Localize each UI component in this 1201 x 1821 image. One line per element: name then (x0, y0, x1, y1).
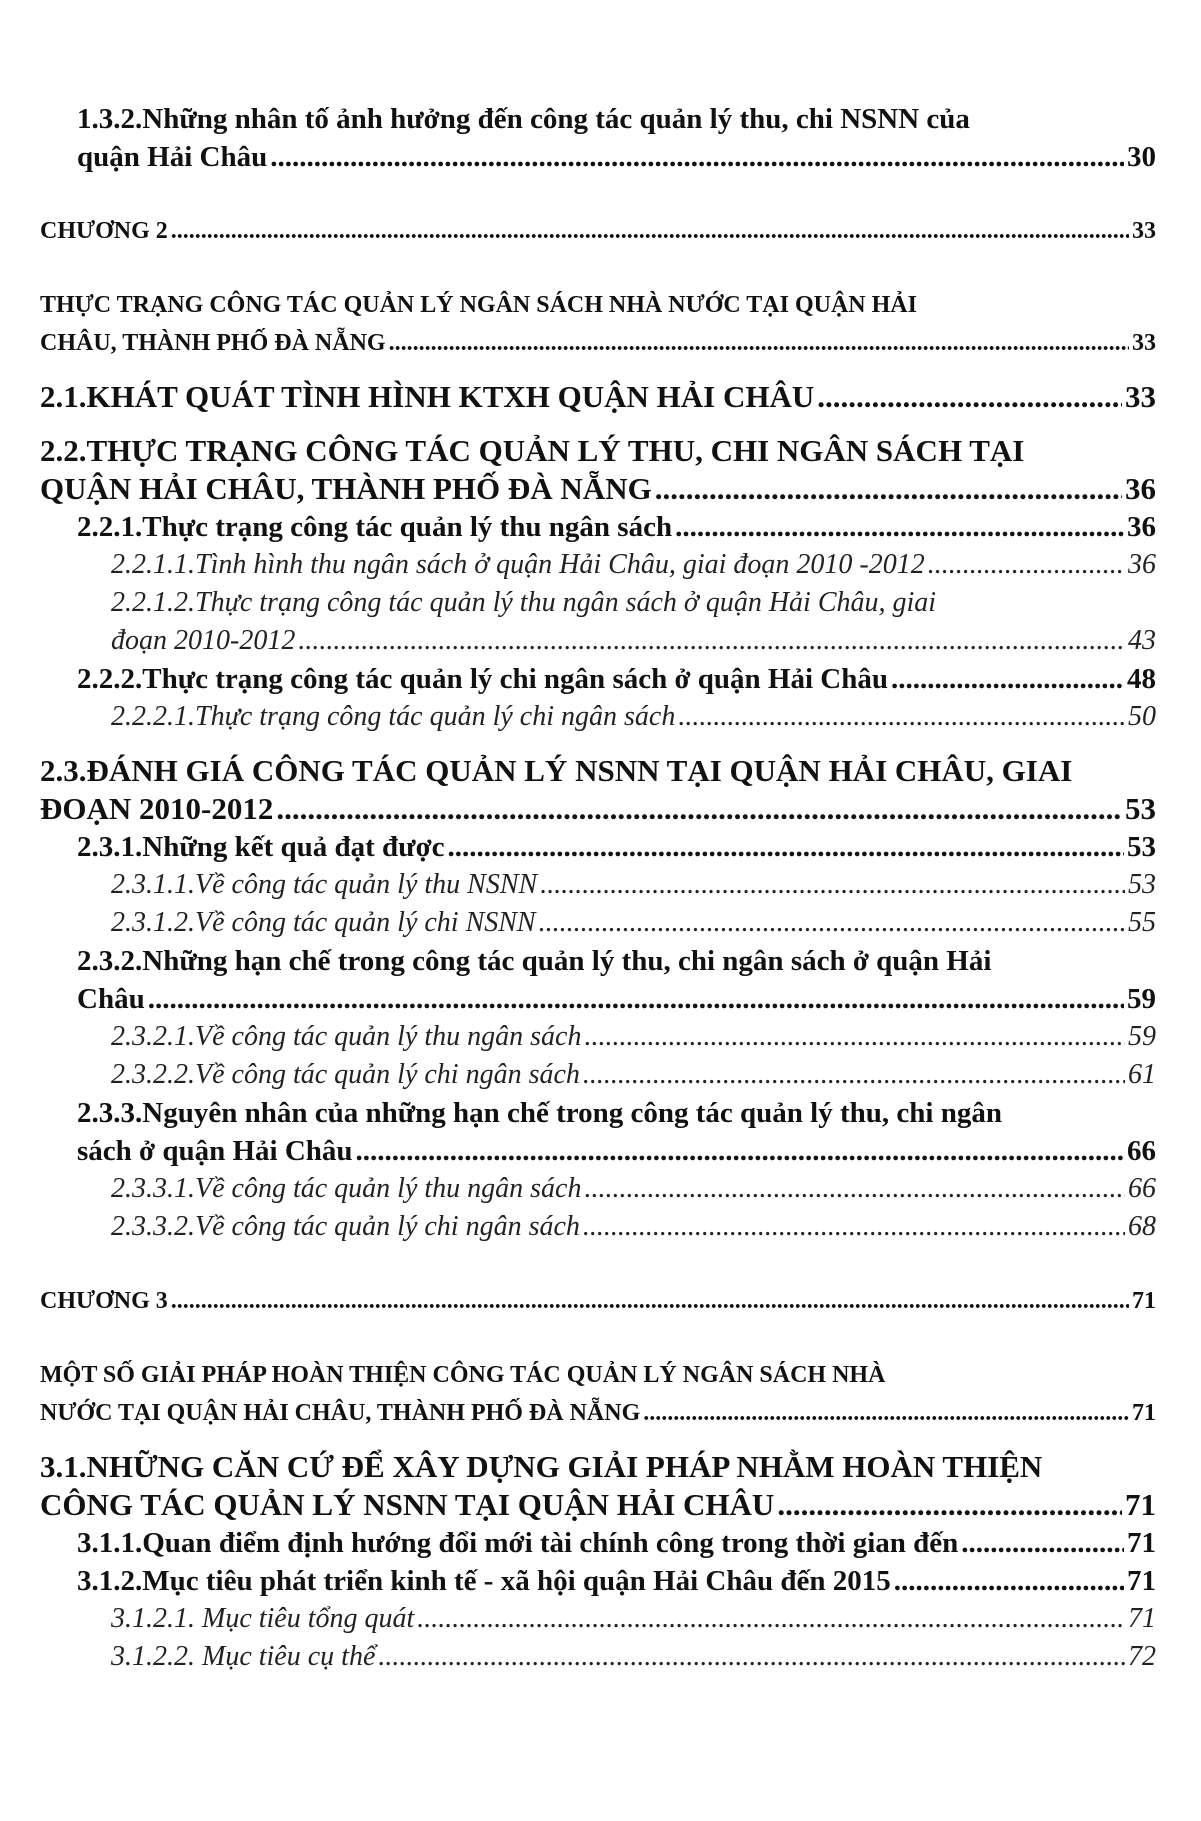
toc-entry (40, 1600, 1156, 1638)
toc-entry-title: CHƯƠNG 3 (40, 1288, 168, 1314)
toc-entry-line (77, 1524, 1156, 1562)
toc-entry (40, 904, 1156, 942)
toc-entry-title: CHÂU, THÀNH PHỐ ĐÀ NẴNG (40, 330, 386, 356)
toc-entry-title: 2.3.3.1.Về công tác quản lý thu ngân sách (111, 1173, 582, 1204)
toc-entry (40, 1356, 1156, 1432)
toc-entry-title: 2.2.2.Thực trạng công tác quản lý chi ngân sách ở quận Hải Châu (77, 663, 888, 695)
toc-entry-line (77, 100, 1156, 138)
dot-leader (961, 1524, 1124, 1562)
toc-entry (40, 1448, 1156, 1524)
toc-entry (40, 1056, 1156, 1094)
toc-page-number: 53 (1128, 869, 1156, 900)
toc-entry-line (111, 622, 1156, 660)
dot-leader (148, 980, 1124, 1018)
toc-entry-line (77, 138, 1156, 176)
toc-entry (40, 942, 1156, 1018)
dot-leader (678, 698, 1125, 736)
toc-entry-line (40, 212, 1156, 250)
toc-page-number: 43 (1128, 625, 1156, 656)
toc-entry-title: 3.1.2.1. Mục tiêu tổng quát (111, 1603, 415, 1634)
toc-page-number: 72 (1128, 1641, 1156, 1672)
toc-entry (40, 1524, 1156, 1562)
toc-page-number: 59 (1128, 1021, 1156, 1052)
toc-entry-line (111, 698, 1156, 736)
toc-page-number: 71 (1128, 1603, 1156, 1634)
toc-entry-line (40, 1356, 1156, 1394)
toc-entry-line (77, 660, 1156, 698)
toc-entry (40, 1170, 1156, 1208)
toc-entry (40, 1094, 1156, 1170)
toc-page-number: 66 (1127, 1135, 1156, 1167)
dot-leader (584, 1018, 1125, 1056)
toc-entry-line (111, 584, 1156, 622)
toc-page-number: 61 (1128, 1059, 1156, 1090)
table-of-contents (40, 100, 1156, 1676)
toc-entry-line (77, 980, 1156, 1018)
toc-entry (40, 286, 1156, 362)
toc-entry-line (40, 470, 1156, 508)
toc-page-number: 71 (1125, 1487, 1156, 1522)
toc-entry-line (111, 546, 1156, 584)
dot-leader (539, 904, 1125, 942)
dot-leader (675, 508, 1124, 546)
toc-page-number: 33 (1132, 330, 1156, 356)
dot-leader (270, 138, 1124, 176)
toc-entry (40, 698, 1156, 736)
dot-leader (928, 546, 1125, 584)
toc-page-number: 30 (1127, 141, 1156, 173)
toc-entry-title: CÔNG TÁC QUẢN LÝ NSNN TẠI QUẬN HẢI CHÂU (40, 1487, 775, 1522)
dot-leader (448, 828, 1124, 866)
toc-entry-line (77, 1562, 1156, 1600)
dot-leader (817, 378, 1122, 416)
toc-entry-title: THỰC TRẠNG CÔNG TÁC QUẢN LÝ NGÂN SÁCH NHÀ NƯỚC TẠI QUẬN HẢI (40, 292, 917, 318)
toc-entry-line (77, 508, 1156, 546)
toc-entry (40, 660, 1156, 698)
dot-leader (171, 212, 1129, 250)
toc-entry (40, 1282, 1156, 1320)
toc-page-number: 48 (1127, 663, 1156, 695)
toc-entry-line (40, 286, 1156, 324)
dot-leader (583, 1208, 1125, 1246)
toc-entry (40, 828, 1156, 866)
toc-entry-line (77, 828, 1156, 866)
toc-entry-title: ĐOẠN 2010-2012 (40, 791, 274, 826)
toc-entry (40, 1018, 1156, 1056)
toc-entry-title: 2.2.THỰC TRẠNG CÔNG TÁC QUẢN LÝ THU, CHI NGÂN SÁCH TẠI (40, 433, 1025, 468)
toc-entry-title: sách ở quận Hải Châu (77, 1135, 353, 1167)
toc-entry-line (111, 1018, 1156, 1056)
toc-entry-title: CHƯƠNG 2 (40, 218, 168, 244)
dot-leader (777, 1486, 1122, 1524)
toc-entry-title: 2.3.2.Những hạn chế trong công tác quản lý thu, chi ngân sách ở quận Hải (77, 945, 992, 977)
toc-entry-title: 2.3.1.1.Về công tác quản lý thu NSNN (111, 869, 538, 900)
dot-leader (584, 1170, 1125, 1208)
toc-entry (40, 378, 1156, 416)
dot-leader (655, 470, 1122, 508)
toc-page-number: 33 (1132, 218, 1156, 244)
toc-entry (40, 212, 1156, 250)
toc-page-number: 71 (1132, 1288, 1156, 1314)
toc-entry-title: 2.3.2.2.Về công tác quản lý chi ngân sách (111, 1059, 580, 1090)
toc-entry (40, 752, 1156, 828)
dot-leader (356, 1132, 1124, 1170)
toc-entry-title: 2.3.3.Nguyên nhân của những hạn chế trong công tác quản lý thu, chi ngân (77, 1097, 1002, 1129)
toc-entry (40, 1562, 1156, 1600)
toc-entry-title: 2.1.KHÁT QUÁT TÌNH HÌNH KTXH QUẬN HẢI CHÂU (40, 379, 815, 414)
toc-entry-line (40, 432, 1156, 470)
dot-leader (540, 866, 1125, 904)
toc-entry-title: 2.3.2.1.Về công tác quản lý thu ngân sách (111, 1021, 582, 1052)
toc-entry-title: 3.1.NHỮNG CĂN CỨ ĐỂ XÂY DỰNG GIẢI PHÁP NHẰM HOÀN THIỆN (40, 1449, 1043, 1484)
toc-entry-line (111, 1208, 1156, 1246)
toc-entry-title: MỘT SỐ GIẢI PHÁP HOÀN THIỆN CÔNG TÁC QUẢN LÝ NGÂN SÁCH NHÀ (40, 1362, 886, 1388)
toc-entry-title: 3.1.2.2. Mục tiêu cụ thể (111, 1641, 376, 1672)
dot-leader (643, 1394, 1129, 1432)
toc-entry-line (40, 752, 1156, 790)
toc-entry (40, 508, 1156, 546)
toc-page-number: 36 (1125, 471, 1156, 506)
toc-entry-line (40, 1282, 1156, 1320)
toc-entry-line (40, 378, 1156, 416)
toc-entry-title: Châu (77, 983, 145, 1015)
toc-entry-title: 2.3.ĐÁNH GIÁ CÔNG TÁC QUẢN LÝ NSNN TẠI QUẬN HẢI CHÂU, GIAI (40, 753, 1073, 788)
toc-page-number: 36 (1128, 549, 1156, 580)
toc-page-number: 55 (1128, 907, 1156, 938)
toc-entry-line (77, 942, 1156, 980)
toc-entry (40, 584, 1156, 660)
toc-entry-line (111, 1638, 1156, 1676)
toc-entry (40, 432, 1156, 508)
toc-page-number: 53 (1125, 791, 1156, 826)
toc-page-number: 53 (1127, 831, 1156, 863)
toc-entry-line (40, 1448, 1156, 1486)
toc-entry (40, 866, 1156, 904)
toc-entry-line (111, 866, 1156, 904)
dot-leader (171, 1282, 1129, 1320)
toc-entry-title: đoạn 2010-2012 (111, 625, 296, 656)
toc-entry-title: 2.3.1.Những kết quả đạt được (77, 831, 445, 863)
toc-entry-line (111, 1056, 1156, 1094)
toc-entry-line (40, 790, 1156, 828)
toc-page-number: 66 (1128, 1173, 1156, 1204)
dot-leader (378, 1638, 1125, 1676)
dot-leader (894, 1562, 1124, 1600)
toc-entry-title: 2.3.3.2.Về công tác quản lý chi ngân sách (111, 1211, 580, 1242)
toc-page-number: 36 (1127, 511, 1156, 543)
toc-entry-line (77, 1132, 1156, 1170)
dot-leader (276, 790, 1122, 828)
toc-entry-title: 3.1.1.Quan điểm định hướng đổi mới tài chính công trong thời gian đến (77, 1527, 959, 1559)
toc-entry-title: quận Hải Châu (77, 141, 268, 173)
toc-entry (40, 1638, 1156, 1676)
toc-entry-title: QUẬN HẢI CHÂU, THÀNH PHỐ ĐÀ NẴNG (40, 471, 652, 506)
toc-entry-title: NƯỚC TẠI QUẬN HẢI CHÂU, THÀNH PHỐ ĐÀ NẴNG (40, 1400, 641, 1426)
toc-page-number: 71 (1127, 1565, 1156, 1597)
dot-leader (389, 324, 1129, 362)
toc-entry-line (111, 1600, 1156, 1638)
dot-leader (298, 622, 1125, 660)
dot-leader (583, 1056, 1125, 1094)
toc-page-number: 50 (1128, 701, 1156, 732)
toc-page-number: 68 (1128, 1211, 1156, 1242)
toc-entry-line (40, 1394, 1156, 1432)
toc-entry (40, 546, 1156, 584)
toc-page-number: 71 (1127, 1527, 1156, 1559)
toc-page-number: 71 (1132, 1400, 1156, 1426)
toc-entry-title: 2.2.1.1.Tình hình thu ngân sách ở quận Hải Châu, giai đoạn 2010 -2012 (111, 549, 925, 580)
toc-entry-line (77, 1094, 1156, 1132)
toc-entry-title: 1.3.2.Những nhân tố ảnh hưởng đến công tác quản lý thu, chi NSNN của (77, 103, 970, 135)
toc-entry-title: 2.3.1.2.Về công tác quản lý chi NSNN (111, 907, 536, 938)
toc-entry (40, 1208, 1156, 1246)
toc-entry-title: 2.2.1.Thực trạng công tác quản lý thu ngân sách (77, 511, 673, 543)
toc-entry (40, 100, 1156, 176)
toc-page-number: 59 (1127, 983, 1156, 1015)
toc-entry-line (40, 1486, 1156, 1524)
toc-entry-title: 2.2.1.2.Thực trạng công tác quản lý thu ngân sách ở quận Hải Châu, giai (111, 587, 937, 618)
dot-leader (417, 1600, 1125, 1638)
toc-entry-line (111, 1170, 1156, 1208)
toc-entry-line (111, 904, 1156, 942)
dot-leader (891, 660, 1124, 698)
toc-entry-title: 3.1.2.Mục tiêu phát triển kinh tế - xã hội quận Hải Châu đến 2015 (77, 1565, 891, 1597)
toc-entry-title: 2.2.2.1.Thực trạng công tác quản lý chi ngân sách (111, 701, 676, 732)
toc-entry-line (40, 324, 1156, 362)
toc-page-number: 33 (1125, 379, 1156, 414)
